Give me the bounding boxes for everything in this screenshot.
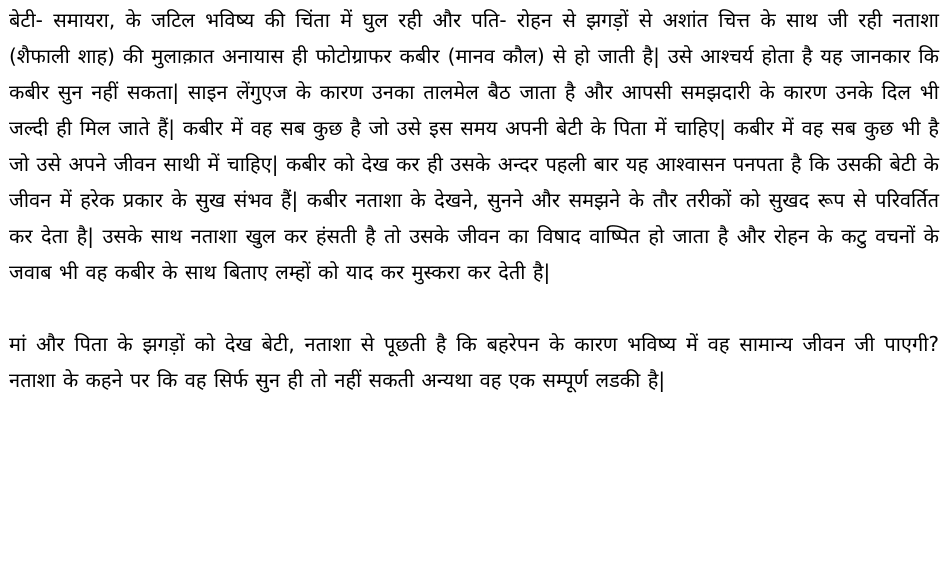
paragraph-1: बेटी- समायरा, के जटिल भविष्य की चिंता में घुल रही और पति- रोहन से झगड़ों से अशांत चित्त के साथ जी रही नताशा (शैफाली शाह) की मुलाक़ात अनायास ही फोटोग्राफर कबीर (मानव कौल) से हो जाती है| उसे आश्चर्य होता है यह जानकार कि कबीर सुन नहीं सकता| साइन लेंगुएज के कारण उनका तालमेल बैठ जाता है और आपसी समझदारी के कारण उनके दिल भी जल्दी ही मिल जाते हैं| कबीर में वह सब कुछ है जो उसे इस समय अपनी बेटी के पिता में चाहिए| कबीर में वह सब कुछ भी है जो उसे अपने जीवन साथी में चाहिए| कबीर को देख कर ही उसके अन्दर पहली बार यह आश्वासन पनपता है कि उसकी बेटी के जीवन में हरेक प्रकार के सुख संभव हैं| कबीर नताशा के देखने, सुनने और समझने के तौर तरीकों को सुखद रूप से परिवर्तित कर देता है| उसके साथ नताशा खुल कर हंसती है तो उसके जीवन का विषाद वाष्पित हो जाता है और रोहन के कटु वचनों के जवाब भी वह कबीर के साथ बिताए लम्हों को याद कर मुस्करा कर देती है|	[9, 8, 939, 284]
paragraph-2: मां और पिता के झगड़ों को देख बेटी, नताशा से पूछती है कि बहरेपन के कारण भविष्य में वह सामान्य जीवन जी पाएगी? नताशा के कहने पर कि वह सिर्फ सुन ही तो नहीं सकती अन्यथा वह एक सम्पूर्ण लडकी है|	[9, 332, 939, 392]
document-body	[9, 2, 939, 398]
